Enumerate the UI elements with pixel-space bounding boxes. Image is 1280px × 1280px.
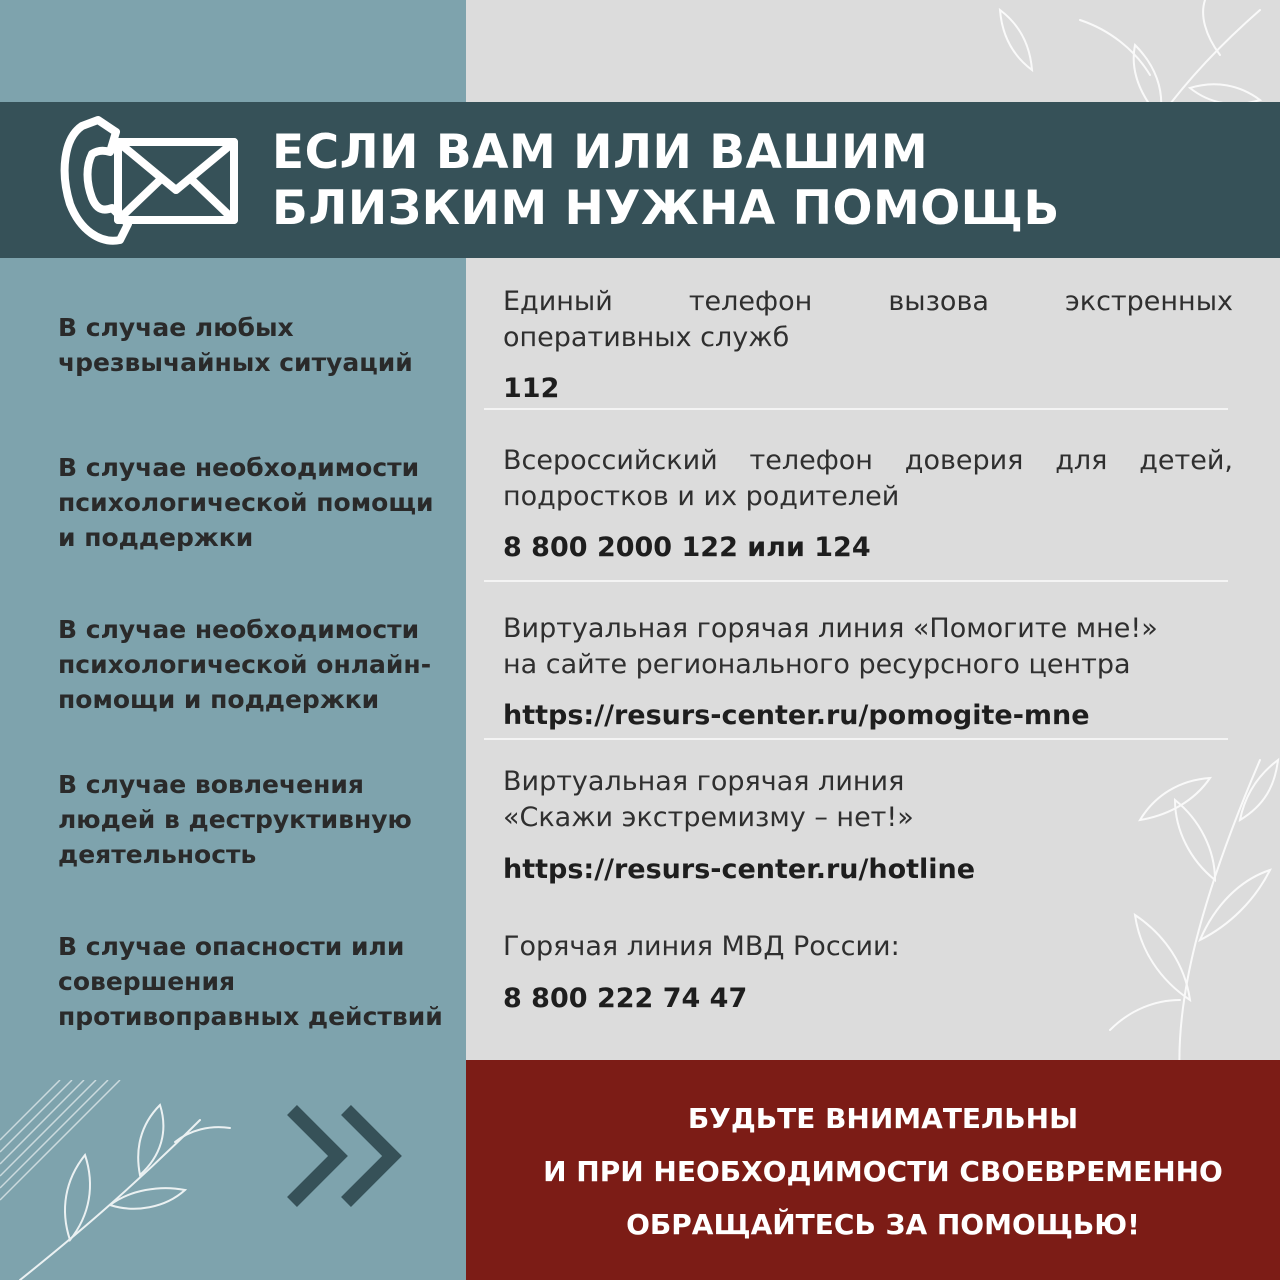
contact-phone-mvd[interactable]: 8 800 222 74 47 <box>503 983 748 1014</box>
page-title-line-2: БЛИЗКИМ НУЖНА ПОМОЩЬ <box>272 181 1060 236</box>
service-description-line: оперативных служб <box>503 322 790 353</box>
service-description-extremism-hotline <box>503 764 1233 836</box>
divider <box>484 580 1228 582</box>
situation-label-destructive-activity: В случае вовлечения людей в деструктивную деятельность <box>58 770 412 869</box>
page-title <box>272 125 1060 237</box>
double-chevron-right-icon <box>284 1104 416 1208</box>
service-description-line: Единый телефон вызова экстренных <box>503 286 1233 317</box>
service-description-trust-line <box>503 443 1233 515</box>
service-description-help-me-hotline <box>503 611 1233 683</box>
service-description-mvd-hotline <box>503 929 1233 965</box>
footer-line-2: И ПРИ НЕОБХОДИМОСТИ СВОЕВРЕМЕННО <box>543 1155 1223 1188</box>
situation-label-emergency: В случае любых чрезвычайных ситуаций <box>58 313 413 377</box>
contact-link-help-me[interactable]: https://resurs-center.ru/pomogite-mne <box>503 700 1090 731</box>
service-description-line: Виртуальная горячая линия <box>503 766 905 797</box>
service-description-line: «Скажи экстремизму – нет!» <box>503 802 914 833</box>
service-description-emergency <box>503 284 1233 356</box>
service-description-line: Виртуальная горячая линия «Помогите мне!» <box>503 613 1158 644</box>
service-description-line: подростков и их родителей <box>503 481 900 512</box>
situation-label-danger: В случае опасности или совершения противоправных действий <box>58 932 443 1031</box>
divider <box>484 738 1228 740</box>
service-description-line: на сайте регионального ресурсного центра <box>503 649 1131 680</box>
footer-line-3: ОБРАЩАЙТЕСЬ ЗА ПОМОЩЬЮ! <box>626 1208 1140 1241</box>
situation-label-online-help: В случае необходимости психологической онлайн-помощи и поддержки <box>58 615 432 714</box>
contact-link-hotline[interactable]: https://resurs-center.ru/hotline <box>503 854 976 885</box>
divider <box>484 408 1228 410</box>
contact-phone-emergency[interactable]: 112 <box>503 373 560 404</box>
contact-phone-trust-line[interactable]: 8 800 2000 122 или 124 <box>503 532 871 563</box>
service-description-line: Всероссийский телефон доверия для детей, <box>503 445 1233 476</box>
footer-line-1: БУДЬТЕ ВНИМАТЕЛЬНЫ <box>687 1102 1079 1135</box>
situation-label-psychological-help: В случае необходимости психологической помощи и поддержки <box>58 453 434 552</box>
phone-envelope-icon <box>56 112 242 248</box>
service-description-line: Горячая линия МВД России: <box>503 931 900 962</box>
footer-call-to-action <box>466 1092 1280 1251</box>
page-title-line-1: ЕСЛИ ВАМ ИЛИ ВАШИМ <box>272 125 929 180</box>
